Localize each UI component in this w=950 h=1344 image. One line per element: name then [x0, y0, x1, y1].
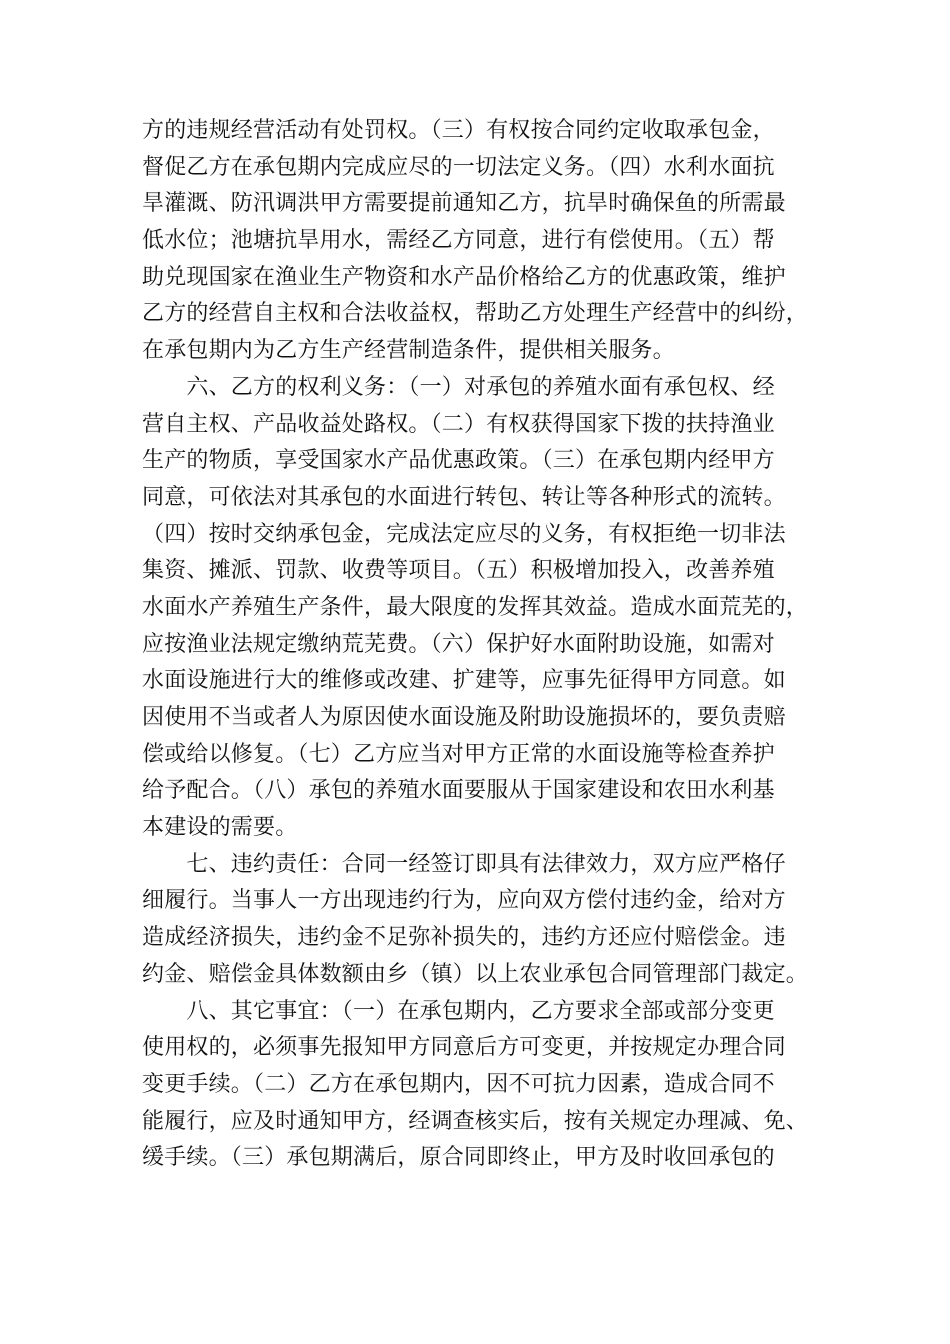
text-line: 督促乙方在承包期内完成应尽的一切法定义务。（四）水利水面抗: [142, 154, 775, 180]
text-line: 营自主权、产品收益处路权。（二）有权获得国家下拨的扶持渔业: [142, 411, 775, 437]
text-line: 偿或给以修复。（七）乙方应当对甲方正常的水面设施等检查养护: [142, 741, 775, 767]
text-line: 给予配合。（八）承包的养殖水面要服从于国家建设和农田水利基: [142, 778, 775, 804]
text-line: 造成经济损失，违约金不足弥补损失的，违约方还应付赔偿金。违: [142, 925, 786, 951]
text-line: 应按渔业法规定缴纳荒芜费。（六）保护好水面附助设施，如需对: [142, 631, 775, 657]
text-line: 细履行。当事人一方出现违约行为，应向双方偿付违约金，给对方: [142, 888, 786, 914]
text-line: 方的违规经营活动有处罚权。（三）有权按合同约定收取承包金，: [142, 118, 775, 143]
section-seven-start: 七、违约责任：合同一经签订即具有法律效力，双方应严格仔: [142, 851, 786, 877]
text-line: 因使用不当或者人为原因使水面设施及附助设施损坏的，要负责赔: [142, 705, 786, 730]
text-line: 约金、赔偿金具体数额由乡（镇）以上农业承包合同管理部门裁定。: [142, 961, 809, 987]
text-line: 本建设的需要。: [142, 815, 298, 841]
text-line: 变更手续。（二）乙方在承包期内，因不可抗力因素，造成合同不: [142, 1071, 775, 1097]
section-eight-start: 八、其它事宜：（一）在承包期内，乙方要求全部或部分变更: [142, 998, 775, 1024]
text-line: 水面水产养殖生产条件，最大限度的发挥其效益。造成水面荒芜的，: [142, 594, 809, 620]
contract-body-text: [142, 113, 812, 1177]
text-line: 集资、摊派、罚款、收费等项目。（五）积极增加投入，改善养殖: [142, 558, 775, 584]
text-line: 乙方的经营自主权和合法收益权，帮助乙方处理生产经营中的纠纷，: [142, 301, 809, 327]
text-line: 低水位；池塘抗旱用水，需经乙方同意，进行有偿使用。（五）帮: [142, 228, 775, 254]
text-line: 缓手续。（三）承包期满后，原合同即终止，甲方及时收回承包的: [142, 1145, 775, 1171]
text-line: 在承包期内为乙方生产经营制造条件，提供相关服务。: [142, 338, 675, 364]
text-line: 同意，可依法对其承包的水面进行转包、转让等各种形式的流转。: [142, 484, 786, 510]
text-line: 水面设施进行大的维修或改建、扩建等，应事先征得甲方同意。如: [142, 668, 786, 694]
text-line: 生产的物质，享受国家水产品优惠政策。（三）在承包期内经甲方: [142, 448, 775, 474]
text-line: 使用权的，必须事先报知甲方同意后方可变更，并按规定办理合同: [142, 1035, 786, 1061]
text-line: 助兑现国家在渔业生产物资和水产品价格给乙方的优惠政策，维护: [142, 264, 786, 290]
text-line: （四）按时交纳承包金，完成法定应尽的义务，有权拒绝一切非法: [142, 521, 786, 547]
text-line: 旱灌溉、防汛调洪甲方需要提前通知乙方，抗旱时确保鱼的所需最: [142, 191, 786, 217]
text-line: 能履行，应及时通知甲方，经调查核实后，按有关规定办理减、免、: [142, 1108, 809, 1134]
section-six-start: 六、乙方的权利义务：（一）对承包的养殖水面有承包权、经: [142, 374, 775, 400]
